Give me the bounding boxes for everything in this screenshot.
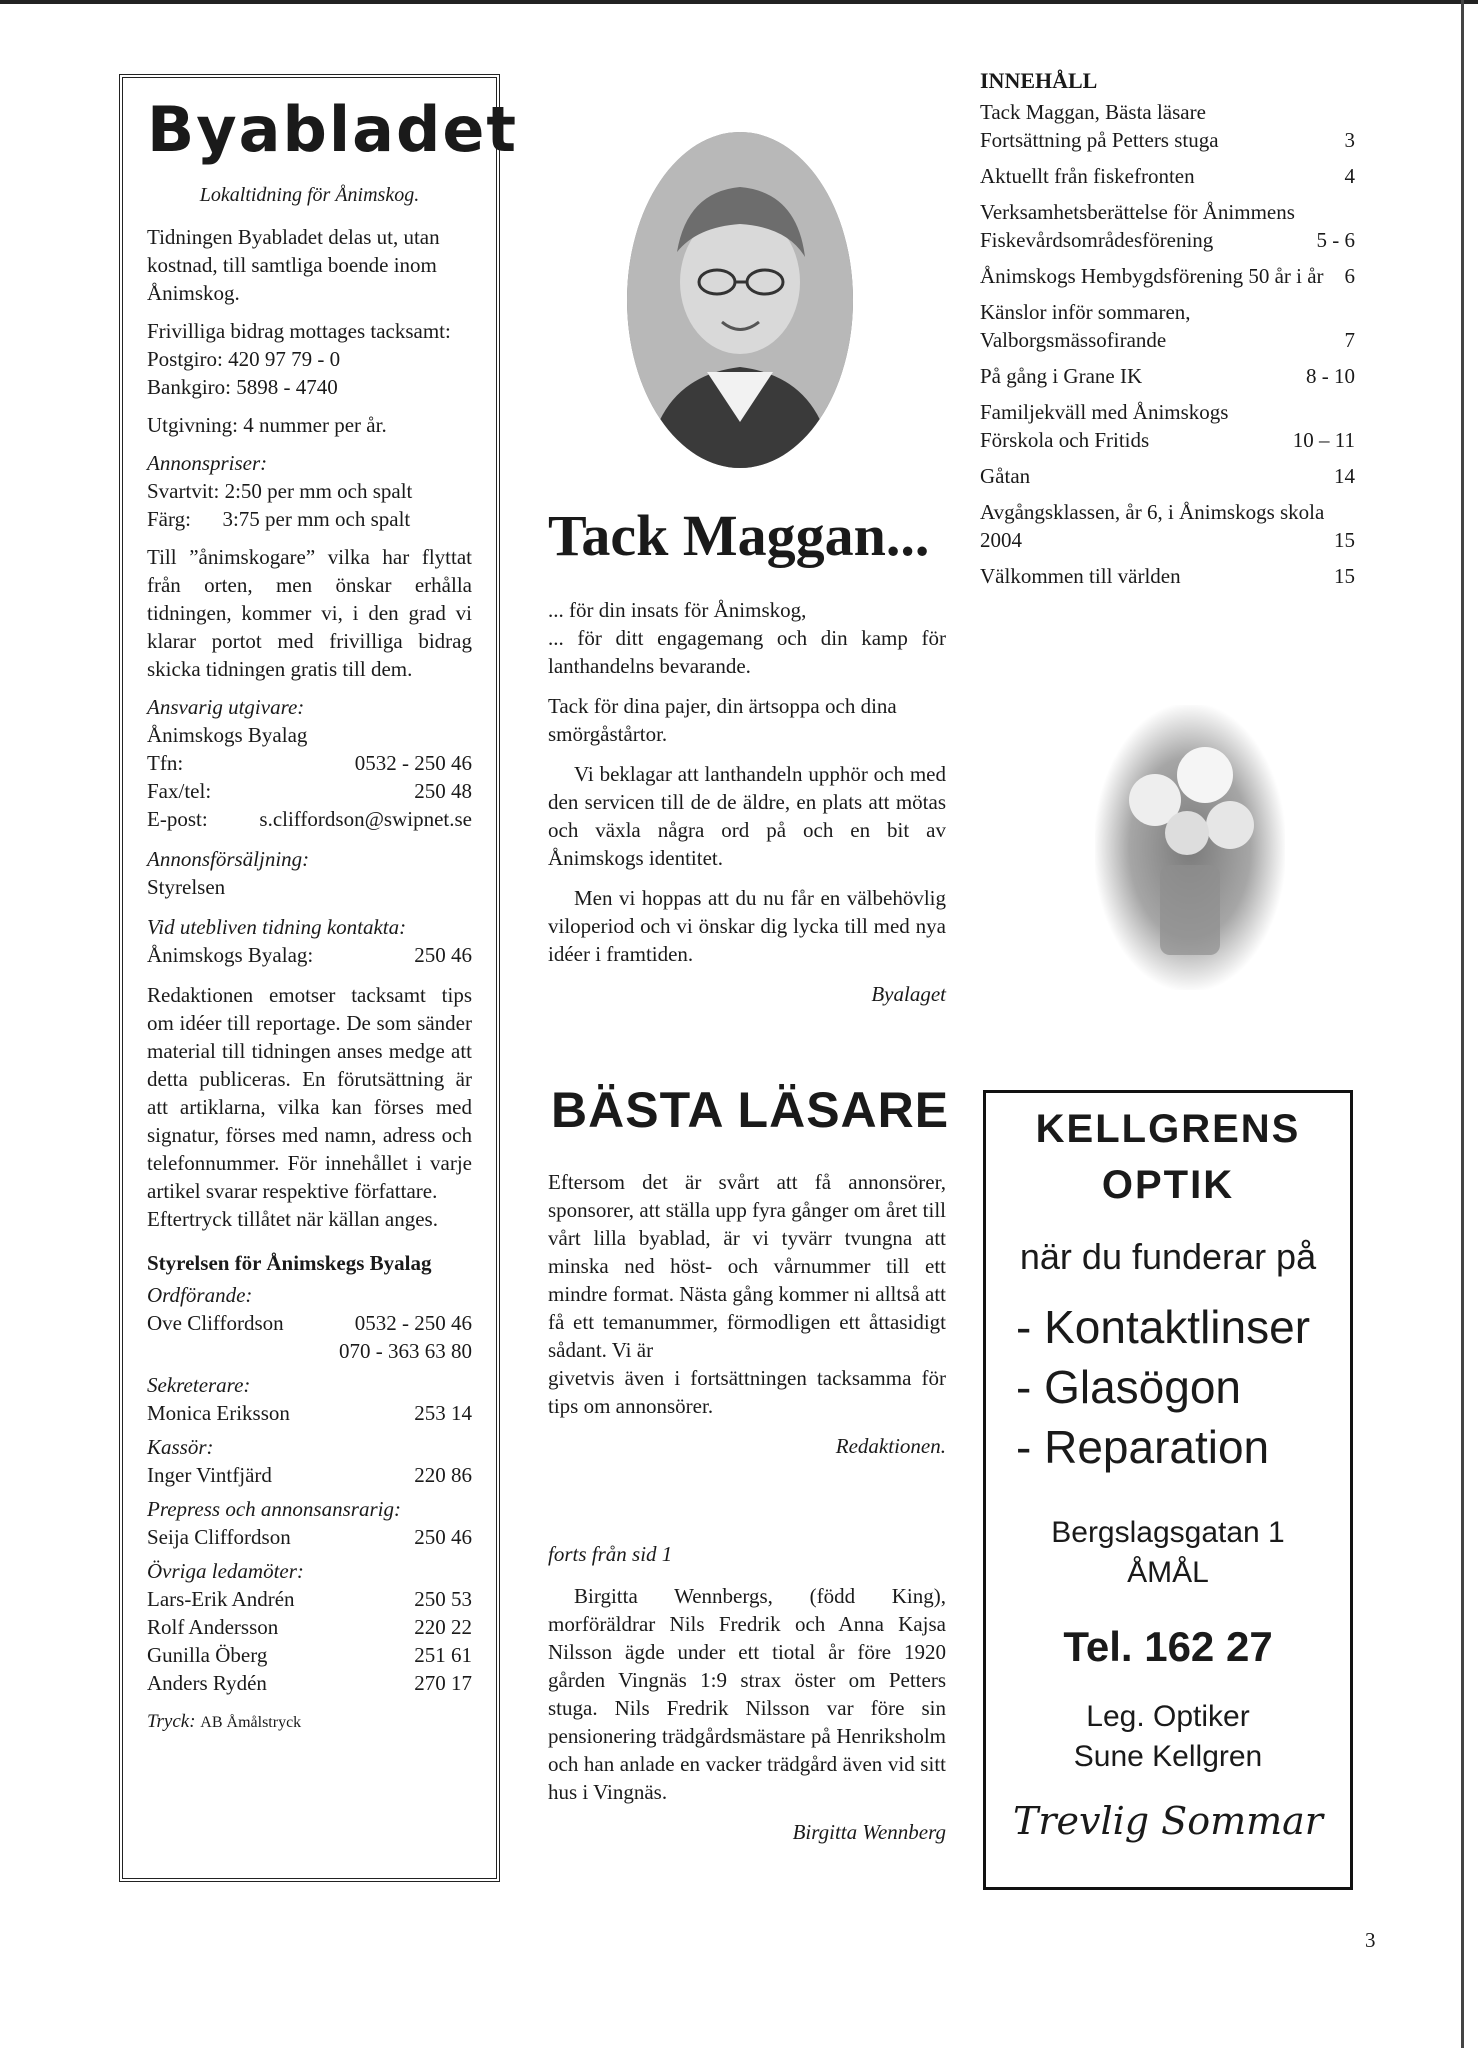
annonspriser-label: Annonspriser: <box>147 451 268 475</box>
board-member-phone: 070 - 363 63 80 <box>339 1339 472 1363</box>
board-role-label: Ordförande: <box>147 1283 253 1307</box>
fax-value: 250 48 <box>414 779 472 803</box>
board-role-block <box>147 1557 472 1697</box>
tryck-label: Tryck: <box>147 1711 196 1732</box>
board-member-name: Ove Cliffordson <box>147 1311 284 1335</box>
email-label: E-post: <box>147 807 208 831</box>
tack-signature: Byalaget <box>871 982 946 1006</box>
toc-entry <box>980 262 1355 290</box>
toc-entry-page: 6 <box>1344 264 1355 288</box>
forts-label: forts från sid 1 <box>548 1542 673 1566</box>
basta-para-2: givetvis även i fortsättningen tacksamma för tips om annonsörer. <box>548 1366 946 1418</box>
board-member-phone: 220 86 <box>414 1463 472 1487</box>
ad-sales-block <box>147 845 472 901</box>
tfn-label: Tfn: <box>147 751 184 775</box>
editorial-policy: Redaktionen emotser tacksamt tips om idéer till reportage. De som sänder material till tidningen anses medge att detta publiceras. En förutsättning är att artiklarna, vilka kan förses med signatur, förses med namn, adress och telefonnummer. För innehållet i varje artikel svarar respektive författare. <box>147 983 472 1203</box>
info-contributions: Frivilliga bidrag mottages tacksamt: <box>147 319 451 343</box>
toc-entry <box>980 398 1355 454</box>
board-member-phone: 253 14 <box>414 1401 472 1425</box>
tack-para-3: Vi beklagar att lanthandeln upphör och med den servicen till de de äldre, en plats att mötas och växla några ord på och en bit av Ånimskogs identitet. <box>548 762 946 870</box>
tack-article <box>548 596 946 1020</box>
ad-name-line-1: KELLGRENS <box>1035 1107 1301 1151</box>
board-role-block <box>147 1433 472 1489</box>
fax-label: Fax/tel: <box>147 779 212 803</box>
board-member-phone: 250 53 <box>414 1587 472 1611</box>
toc-list <box>980 98 1355 590</box>
toc-entry-title: Ånimskogs Hembygdsförening 50 år i år <box>980 264 1324 288</box>
missing-paper-block <box>147 913 472 969</box>
annonsforsaljning-label: Annonsförsäljning: <box>147 847 310 871</box>
toc-entry-title: Verksamhetsberättelse för Ånimmens Fiskevårdsområdesförening <box>980 200 1295 252</box>
page-number: 3 <box>1365 1928 1376 1952</box>
ad-phone: Tel. 162 27 <box>1063 1623 1273 1670</box>
toc-entry <box>980 126 1355 154</box>
forts-article <box>548 1540 946 1858</box>
roses-illustration <box>1095 705 1285 990</box>
top-border <box>0 0 1478 4</box>
reprint-policy: Eftertryck tillåtet när källan anges. <box>147 1207 438 1231</box>
toc-entry-title: Avgångsklassen, år 6, i Ånimskogs skola 2004 <box>980 500 1325 552</box>
toc-entry <box>980 362 1355 390</box>
tack-line-1: ... för din insats för Ånimskog, <box>548 598 807 622</box>
toc-entry-page: 15 <box>1334 528 1355 552</box>
toc-heading: INNEHÅLL <box>980 68 1098 93</box>
toc-entry-title: Valborgsmässofirande <box>980 328 1167 352</box>
annonsforsaljning-value: Styrelsen <box>147 875 226 899</box>
toc-entry <box>980 326 1355 354</box>
tack-line-2: ... för ditt engagemang och din kamp för lanthandelns bevarande. <box>548 626 946 678</box>
toc-entry-page: 7 <box>1344 328 1355 352</box>
board-role-block <box>147 1495 472 1551</box>
board-member-row <box>147 1309 472 1337</box>
ad-service-item: - Kontaktlinser <box>1016 1301 1311 1353</box>
email-row <box>147 805 472 833</box>
board-member-row <box>147 1613 472 1641</box>
ansvarig-label: Ansvarig utgivare: <box>147 695 305 719</box>
publisher-block <box>147 693 472 833</box>
toc-entry-title: Tack Maggan, Bästa läsare <box>980 100 1206 124</box>
ad-service-item: - Reparation <box>1016 1421 1270 1473</box>
ad-name-line-2: OPTIK <box>1101 1163 1235 1207</box>
maggan-portrait-photo <box>627 132 853 468</box>
basta-signature: Redaktionen. <box>835 1434 946 1458</box>
ad-service-list <box>986 1297 1350 1477</box>
toc-entry-page: 8 - 10 <box>1306 364 1355 388</box>
board-member-phone: 251 61 <box>414 1643 472 1667</box>
tack-para-4: Men vi hoppas att du nu får en välbehövlig viloperiod och vi önskar dig lycka till med nya idéer i framtiden. <box>548 886 946 966</box>
board-member-row <box>147 1523 472 1551</box>
printer-line <box>147 1711 472 1733</box>
board-role-label: Prepress och annonsansrarig: <box>147 1497 401 1521</box>
ad-optiker-title: Leg. Optiker <box>1086 1700 1250 1733</box>
toc-entry <box>980 98 1355 126</box>
toc-entry-page: 15 <box>1334 564 1355 588</box>
roses-photo <box>1095 705 1285 990</box>
ad-service-item: - Glasögon <box>1016 1361 1242 1413</box>
board-member-phone: 220 22 <box>414 1615 472 1639</box>
board-list <box>147 1281 472 1697</box>
toc-entry-page: 5 - 6 <box>1316 228 1355 252</box>
board-member-name: Rolf Andersson <box>147 1615 279 1639</box>
board-member-row <box>147 1337 472 1365</box>
toc-entry-page: 3 <box>1344 128 1355 152</box>
toc-entry-page: 4 <box>1344 164 1355 188</box>
price-bw: Svartvit: 2:50 per mm och spalt <box>147 479 413 503</box>
utebliven-value: 250 46 <box>414 943 472 967</box>
info-bankgiro: Bankgiro: 5898 - 4740 <box>147 375 338 399</box>
utebliven-row <box>147 941 472 969</box>
board-member-name: Gunilla Öberg <box>147 1643 268 1667</box>
right-border <box>1461 0 1464 2048</box>
toc-entry <box>980 298 1355 326</box>
fax-row <box>147 777 472 805</box>
board-member-name: Inger Vintfjärd <box>147 1463 272 1487</box>
board-member-row <box>147 1461 472 1489</box>
info-box <box>119 74 519 1882</box>
ansvarig-name: Ånimskogs Byalag <box>147 723 308 747</box>
toc-entry <box>980 162 1355 190</box>
ad-lead: när du funderar på <box>1019 1236 1317 1277</box>
toc-entry-title: På gång i Grane IK <box>980 364 1143 388</box>
basta-article <box>548 1168 946 1472</box>
info-moved: Till ”ånimskogare” vilka har flyttat från orten, men önskar erhålla tidningen, kommer vi, i den grad vi klarar portot med frivilliga bidrag skicka tidningen gratis till dem. <box>147 545 472 681</box>
tack-title: Tack Maggan... <box>548 503 930 568</box>
toc-entry-page: 14 <box>1334 464 1355 488</box>
board-role-label: Övriga ledamöter: <box>147 1559 304 1583</box>
email-value[interactable]: s.cliffordson@swipnet.se <box>259 807 472 831</box>
toc-entry <box>980 562 1355 590</box>
info-distribution: Tidningen Byabladet delas ut, utan kostnad, till samtliga boende inom Ånimskog. <box>147 225 440 305</box>
info-utgivning: Utgivning: 4 nummer per år. <box>147 413 387 437</box>
board-member-row <box>147 1641 472 1669</box>
board-member-phone: 0532 - 250 46 <box>354 1311 472 1335</box>
board-member-row <box>147 1585 472 1613</box>
toc-entry-page: 10 – 11 <box>1292 428 1355 452</box>
toc-entry-title: Familjekväll med Ånimskogs Förskola och Fritids <box>980 400 1229 452</box>
board-role-block <box>147 1281 472 1365</box>
ad-address-street: Bergslagsgatan 1 <box>1051 1516 1285 1549</box>
toc-entry <box>980 462 1355 490</box>
tack-para-2: Tack för dina pajer, din ärtsoppa och dina smörgåstårtor. <box>548 694 897 746</box>
masthead-title: Byabladet <box>147 93 519 166</box>
board-role-block <box>147 1371 472 1427</box>
board-member-row <box>147 1399 472 1427</box>
toc-entry-title: Gåtan <box>980 464 1031 488</box>
tfn-row <box>147 749 472 777</box>
kellgrens-optik-ad <box>983 1090 1353 1890</box>
board-member-name: Monica Eriksson <box>147 1401 290 1425</box>
ad-optiker-name: Sune Kellgren <box>1073 1740 1263 1773</box>
board-heading: Styrelsen för Ånimskegs Byalag <box>147 1251 432 1275</box>
ad-greeting: Trevlig Sommar <box>1013 1799 1323 1843</box>
tryck-value: AB Åmålstryck <box>200 1714 302 1731</box>
price-color: Färg: 3:75 per mm och spalt <box>147 507 411 531</box>
board-member-name: Anders Rydén <box>147 1671 267 1695</box>
board-role-label: Kassör: <box>147 1435 214 1459</box>
tfn-value: 0532 - 250 46 <box>354 751 472 775</box>
utebliven-name: Ånimskogs Byalag: <box>147 943 314 967</box>
toc-entry <box>980 198 1355 254</box>
board-member-phone: 250 46 <box>414 1525 472 1549</box>
board-member-row <box>147 1669 472 1697</box>
basta-para-1: Eftersom det är svårt att få annonsörer, sponsorer, att ställa upp fyra gånger om året till vårt lilla byablad, är vi tyvärr tvungna att minska ned höst- och vårnummer till ett mindre format. Nästa gång kommer ni alltså att få ett temanummer, förmodligen ett åttasidigt sådant. Vi är <box>548 1170 946 1362</box>
portrait-illustration <box>627 132 853 468</box>
toc-entry-title: Känslor inför sommaren, <box>980 300 1191 324</box>
board-member-name: Seija Cliffordson <box>147 1525 291 1549</box>
basta-title: BÄSTA LÄSARE <box>551 1082 950 1138</box>
toc-entry-title: Fortsättning på Petters stuga <box>980 128 1219 152</box>
board-member-phone: 270 17 <box>414 1671 472 1695</box>
board-role-label: Sekreterare: <box>147 1373 251 1397</box>
table-of-contents <box>980 66 1355 598</box>
masthead-subtitle: Lokaltidning för Ånimskog. <box>199 184 420 206</box>
toc-entry-title: Välkommen till världen <box>980 564 1181 588</box>
info-postgiro: Postgiro: 420 97 79 - 0 <box>147 347 341 371</box>
toc-entry <box>980 498 1355 554</box>
utebliven-label: Vid utebliven tidning kontakta: <box>147 915 407 939</box>
board-member-name: Lars-Erik Andrén <box>147 1587 295 1611</box>
toc-entry-title: Aktuellt från fiskefronten <box>980 164 1195 188</box>
forts-para: Birgitta Wennbergs, (född King), morföräldrar Nils Fredrik och Anna Kajsa Nilsson ägde under ett tiotal år före 1920 gården Vingnäs 1:9 strax öster om Petters stuga. Nils Fredrik Nilsson var före sin pensionering trädgårdsmästare på Henriksholm och han anlade en vacker trädgård även vid sitt hus i Vingnäs. <box>548 1584 946 1804</box>
forts-signature: Birgitta Wennberg <box>792 1820 946 1844</box>
ad-address-city: ÅMÅL <box>1127 1556 1209 1589</box>
